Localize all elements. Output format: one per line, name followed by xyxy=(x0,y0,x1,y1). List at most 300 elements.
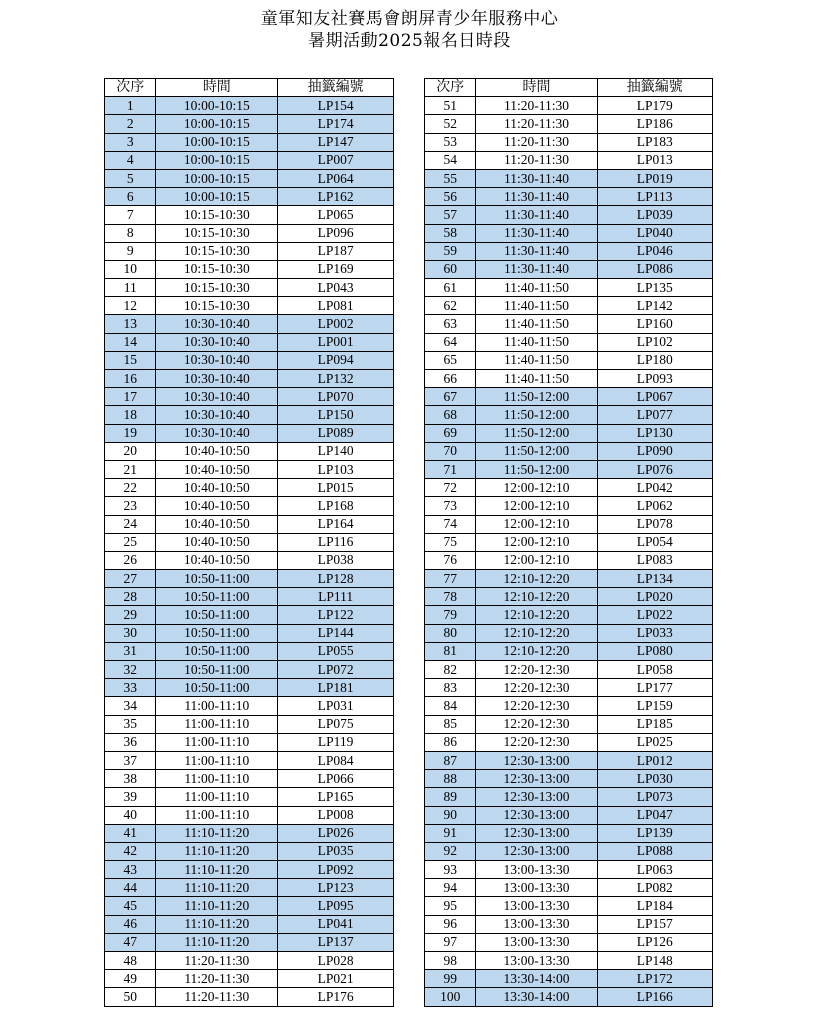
table-row xyxy=(105,479,394,497)
cell-ticket: LP013 xyxy=(597,151,712,169)
cell-time: 10:40-10:50 xyxy=(156,515,278,533)
cell-ticket: LP078 xyxy=(597,515,712,533)
table-row xyxy=(425,879,713,897)
cell-ticket: LP063 xyxy=(597,861,712,879)
cell-order: 42 xyxy=(105,842,156,860)
cell-time: 11:40-11:50 xyxy=(476,297,597,315)
cell-time: 12:30-13:00 xyxy=(476,842,597,860)
table-header-row xyxy=(425,79,713,97)
table-row xyxy=(425,861,713,879)
cell-order: 1 xyxy=(105,97,156,115)
cell-ticket: LP126 xyxy=(597,933,712,951)
cell-order: 81 xyxy=(425,642,476,660)
cell-ticket: LP075 xyxy=(278,715,394,733)
cell-ticket: LP157 xyxy=(597,915,712,933)
cell-time: 13:00-13:30 xyxy=(476,879,597,897)
cell-order: 30 xyxy=(105,624,156,642)
cell-order: 39 xyxy=(105,788,156,806)
cell-ticket: LP064 xyxy=(278,169,394,187)
table-row xyxy=(105,224,394,242)
table-row xyxy=(105,733,394,751)
cell-time: 10:40-10:50 xyxy=(156,442,278,460)
cell-time: 10:30-10:40 xyxy=(156,406,278,424)
cell-order: 11 xyxy=(105,279,156,297)
table-row xyxy=(105,897,394,915)
cell-time: 13:30-14:00 xyxy=(476,970,597,988)
table-row xyxy=(105,406,394,424)
cell-time: 10:30-10:40 xyxy=(156,388,278,406)
header-time: 時間 xyxy=(156,79,278,97)
table-row xyxy=(105,988,394,1006)
cell-time: 11:10-11:20 xyxy=(156,824,278,842)
cell-time: 11:00-11:10 xyxy=(156,788,278,806)
cell-time: 11:20-11:30 xyxy=(476,97,597,115)
cell-ticket: LP054 xyxy=(597,533,712,551)
table-row xyxy=(425,188,713,206)
table-row xyxy=(105,460,394,478)
cell-order: 53 xyxy=(425,133,476,151)
cell-order: 59 xyxy=(425,242,476,260)
cell-time: 11:40-11:50 xyxy=(476,333,597,351)
table-row xyxy=(105,242,394,260)
cell-ticket: LP162 xyxy=(278,188,394,206)
table-row xyxy=(105,133,394,151)
table-row xyxy=(425,424,713,442)
cell-order: 12 xyxy=(105,297,156,315)
cell-ticket: LP047 xyxy=(597,806,712,824)
table-row xyxy=(425,351,713,369)
cell-ticket: LP132 xyxy=(278,370,394,388)
cell-order: 89 xyxy=(425,788,476,806)
cell-ticket: LP038 xyxy=(278,551,394,569)
cell-order: 54 xyxy=(425,151,476,169)
cell-order: 62 xyxy=(425,297,476,315)
table-row xyxy=(425,897,713,915)
cell-order: 31 xyxy=(105,642,156,660)
cell-time: 12:30-13:00 xyxy=(476,788,597,806)
cell-ticket: LP113 xyxy=(597,188,712,206)
cell-time: 12:00-12:10 xyxy=(476,515,597,533)
table-row xyxy=(425,206,713,224)
cell-time: 10:15-10:30 xyxy=(156,297,278,315)
cell-order: 44 xyxy=(105,879,156,897)
cell-time: 12:10-12:20 xyxy=(476,624,597,642)
schedule-table-left xyxy=(104,78,394,1007)
cell-order: 29 xyxy=(105,606,156,624)
cell-ticket: LP172 xyxy=(597,970,712,988)
cell-order: 75 xyxy=(425,533,476,551)
cell-time: 12:30-13:00 xyxy=(476,770,597,788)
cell-ticket: LP067 xyxy=(597,388,712,406)
cell-time: 13:00-13:30 xyxy=(476,897,597,915)
cell-time: 11:00-11:10 xyxy=(156,770,278,788)
schedule-table-right xyxy=(424,78,713,1007)
cell-ticket: LP070 xyxy=(278,388,394,406)
cell-time: 10:40-10:50 xyxy=(156,533,278,551)
table-row xyxy=(425,788,713,806)
cell-time: 10:30-10:40 xyxy=(156,315,278,333)
cell-time: 13:00-13:30 xyxy=(476,861,597,879)
table-row xyxy=(105,915,394,933)
cell-time: 10:30-10:40 xyxy=(156,370,278,388)
cell-time: 11:20-11:30 xyxy=(476,133,597,151)
cell-ticket: LP103 xyxy=(278,460,394,478)
cell-ticket: LP089 xyxy=(278,424,394,442)
table-row xyxy=(105,97,394,115)
cell-ticket: LP140 xyxy=(278,442,394,460)
cell-time: 13:30-14:00 xyxy=(476,988,597,1006)
cell-ticket: LP111 xyxy=(278,588,394,606)
document-title: 童軍知友社賽馬會朗屏青少年服務中心 xyxy=(260,9,559,29)
cell-order: 25 xyxy=(105,533,156,551)
header-ticket: 抽籤編號 xyxy=(278,79,394,97)
cell-time: 11:30-11:40 xyxy=(476,260,597,278)
cell-order: 49 xyxy=(105,970,156,988)
cell-ticket: LP094 xyxy=(278,351,394,369)
table-row xyxy=(425,661,713,679)
table-row xyxy=(105,351,394,369)
cell-time: 12:30-13:00 xyxy=(476,806,597,824)
table-row xyxy=(425,697,713,715)
cell-time: 11:10-11:20 xyxy=(156,842,278,860)
cell-order: 17 xyxy=(105,388,156,406)
cell-order: 68 xyxy=(425,406,476,424)
cell-time: 12:10-12:20 xyxy=(476,642,597,660)
table-row xyxy=(105,297,394,315)
cell-time: 11:30-11:40 xyxy=(476,242,597,260)
cell-ticket: LP012 xyxy=(597,751,712,769)
table-row xyxy=(425,915,713,933)
cell-order: 61 xyxy=(425,279,476,297)
cell-order: 86 xyxy=(425,733,476,751)
table-row xyxy=(425,460,713,478)
cell-order: 21 xyxy=(105,460,156,478)
table-row xyxy=(105,188,394,206)
cell-ticket: LP021 xyxy=(278,970,394,988)
cell-ticket: LP116 xyxy=(278,533,394,551)
cell-ticket: LP084 xyxy=(278,751,394,769)
cell-order: 8 xyxy=(105,224,156,242)
cell-order: 92 xyxy=(425,842,476,860)
document-header xyxy=(0,8,819,52)
cell-time: 11:00-11:10 xyxy=(156,733,278,751)
table-row xyxy=(425,479,713,497)
cell-ticket: LP041 xyxy=(278,915,394,933)
cell-order: 36 xyxy=(105,733,156,751)
cell-time: 11:00-11:10 xyxy=(156,806,278,824)
cell-order: 6 xyxy=(105,188,156,206)
cell-order: 83 xyxy=(425,679,476,697)
table-row xyxy=(425,260,713,278)
cell-ticket: LP007 xyxy=(278,151,394,169)
cell-ticket: LP093 xyxy=(597,370,712,388)
cell-ticket: LP020 xyxy=(597,588,712,606)
cell-order: 13 xyxy=(105,315,156,333)
cell-ticket: LP055 xyxy=(278,642,394,660)
table-row xyxy=(105,824,394,842)
cell-time: 12:20-12:30 xyxy=(476,715,597,733)
cell-ticket: LP065 xyxy=(278,206,394,224)
cell-ticket: LP148 xyxy=(597,952,712,970)
cell-order: 51 xyxy=(425,97,476,115)
cell-time: 11:40-11:50 xyxy=(476,279,597,297)
table-row xyxy=(425,333,713,351)
cell-time: 10:40-10:50 xyxy=(156,551,278,569)
cell-order: 47 xyxy=(105,933,156,951)
table-row xyxy=(105,388,394,406)
cell-time: 10:40-10:50 xyxy=(156,479,278,497)
cell-order: 23 xyxy=(105,497,156,515)
table-row xyxy=(105,842,394,860)
table-row xyxy=(105,624,394,642)
cell-order: 41 xyxy=(105,824,156,842)
cell-time: 11:30-11:40 xyxy=(476,224,597,242)
cell-time: 10:50-11:00 xyxy=(156,588,278,606)
cell-time: 10:30-10:40 xyxy=(156,333,278,351)
cell-time: 10:50-11:00 xyxy=(156,661,278,679)
table-row xyxy=(425,642,713,660)
cell-time: 11:40-11:50 xyxy=(476,315,597,333)
cell-ticket: LP130 xyxy=(597,424,712,442)
cell-time: 12:00-12:10 xyxy=(476,551,597,569)
cell-ticket: LP022 xyxy=(597,606,712,624)
cell-time: 12:00-12:10 xyxy=(476,497,597,515)
cell-ticket: LP123 xyxy=(278,879,394,897)
table-row xyxy=(425,406,713,424)
cell-order: 93 xyxy=(425,861,476,879)
cell-ticket: LP066 xyxy=(278,770,394,788)
cell-ticket: LP135 xyxy=(597,279,712,297)
cell-time: 13:00-13:30 xyxy=(476,933,597,951)
cell-ticket: LP028 xyxy=(278,952,394,970)
table-row xyxy=(105,970,394,988)
table-row xyxy=(105,424,394,442)
cell-time: 12:00-12:10 xyxy=(476,533,597,551)
cell-time: 11:50-12:00 xyxy=(476,460,597,478)
cell-time: 12:30-13:00 xyxy=(476,824,597,842)
cell-time: 11:10-11:20 xyxy=(156,915,278,933)
cell-time: 12:30-13:00 xyxy=(476,751,597,769)
cell-order: 3 xyxy=(105,133,156,151)
table-row xyxy=(425,842,713,860)
cell-time: 11:30-11:40 xyxy=(476,169,597,187)
cell-order: 56 xyxy=(425,188,476,206)
cell-time: 12:20-12:30 xyxy=(476,697,597,715)
cell-ticket: LP002 xyxy=(278,315,394,333)
cell-ticket: LP086 xyxy=(597,260,712,278)
cell-order: 24 xyxy=(105,515,156,533)
table-row xyxy=(425,551,713,569)
cell-ticket: LP043 xyxy=(278,279,394,297)
cell-order: 65 xyxy=(425,351,476,369)
cell-ticket: LP008 xyxy=(278,806,394,824)
cell-ticket: LP072 xyxy=(278,661,394,679)
cell-order: 57 xyxy=(425,206,476,224)
cell-order: 55 xyxy=(425,169,476,187)
cell-time: 10:00-10:15 xyxy=(156,169,278,187)
cell-ticket: LP035 xyxy=(278,842,394,860)
cell-order: 20 xyxy=(105,442,156,460)
cell-order: 88 xyxy=(425,770,476,788)
cell-ticket: LP150 xyxy=(278,406,394,424)
cell-ticket: LP122 xyxy=(278,606,394,624)
header-order: 次序 xyxy=(425,79,476,97)
cell-order: 35 xyxy=(105,715,156,733)
table-row xyxy=(105,169,394,187)
cell-ticket: LP168 xyxy=(278,497,394,515)
table-row xyxy=(105,533,394,551)
cell-order: 63 xyxy=(425,315,476,333)
cell-ticket: LP095 xyxy=(278,897,394,915)
table-row xyxy=(105,661,394,679)
table-row xyxy=(105,861,394,879)
table-row xyxy=(105,370,394,388)
table-row xyxy=(105,806,394,824)
table-row xyxy=(105,515,394,533)
cell-ticket: LP092 xyxy=(278,861,394,879)
cell-order: 9 xyxy=(105,242,156,260)
cell-time: 10:50-11:00 xyxy=(156,606,278,624)
cell-order: 19 xyxy=(105,424,156,442)
table-row xyxy=(105,497,394,515)
cell-order: 67 xyxy=(425,388,476,406)
cell-ticket: LP154 xyxy=(278,97,394,115)
table-row xyxy=(425,624,713,642)
cell-time: 11:00-11:10 xyxy=(156,751,278,769)
cell-order: 34 xyxy=(105,697,156,715)
cell-ticket: LP137 xyxy=(278,933,394,951)
cell-time: 11:50-12:00 xyxy=(476,406,597,424)
cell-ticket: LP147 xyxy=(278,133,394,151)
cell-order: 7 xyxy=(105,206,156,224)
cell-order: 40 xyxy=(105,806,156,824)
cell-time: 11:20-11:30 xyxy=(476,151,597,169)
table-row xyxy=(425,751,713,769)
table-row xyxy=(105,115,394,133)
cell-ticket: LP102 xyxy=(597,333,712,351)
cell-order: 16 xyxy=(105,370,156,388)
cell-ticket: LP119 xyxy=(278,733,394,751)
cell-order: 14 xyxy=(105,333,156,351)
table-row xyxy=(425,315,713,333)
cell-ticket: LP180 xyxy=(597,351,712,369)
cell-order: 66 xyxy=(425,370,476,388)
cell-order: 76 xyxy=(425,551,476,569)
cell-order: 99 xyxy=(425,970,476,988)
cell-order: 70 xyxy=(425,442,476,460)
cell-ticket: LP174 xyxy=(278,115,394,133)
cell-ticket: LP030 xyxy=(597,770,712,788)
cell-ticket: LP015 xyxy=(278,479,394,497)
cell-ticket: LP019 xyxy=(597,169,712,187)
cell-order: 38 xyxy=(105,770,156,788)
cell-order: 78 xyxy=(425,588,476,606)
cell-ticket: LP046 xyxy=(597,242,712,260)
table-header-row xyxy=(105,79,394,97)
cell-time: 10:30-10:40 xyxy=(156,424,278,442)
table-row xyxy=(425,533,713,551)
cell-order: 95 xyxy=(425,897,476,915)
cell-ticket: LP088 xyxy=(597,842,712,860)
cell-time: 10:00-10:15 xyxy=(156,151,278,169)
cell-order: 96 xyxy=(425,915,476,933)
cell-order: 26 xyxy=(105,551,156,569)
cell-ticket: LP179 xyxy=(597,97,712,115)
cell-order: 58 xyxy=(425,224,476,242)
cell-order: 85 xyxy=(425,715,476,733)
cell-ticket: LP042 xyxy=(597,479,712,497)
table-row xyxy=(105,697,394,715)
cell-time: 10:00-10:15 xyxy=(156,133,278,151)
cell-time: 11:50-12:00 xyxy=(476,442,597,460)
cell-ticket: LP142 xyxy=(597,297,712,315)
cell-ticket: LP165 xyxy=(278,788,394,806)
cell-time: 13:00-13:30 xyxy=(476,915,597,933)
cell-order: 98 xyxy=(425,952,476,970)
cell-order: 60 xyxy=(425,260,476,278)
cell-ticket: LP128 xyxy=(278,570,394,588)
table-row xyxy=(105,279,394,297)
schedule-body-right xyxy=(425,97,713,1006)
cell-order: 71 xyxy=(425,460,476,478)
cell-time: 11:00-11:10 xyxy=(156,697,278,715)
cell-ticket: LP134 xyxy=(597,570,712,588)
cell-ticket: LP073 xyxy=(597,788,712,806)
table-row xyxy=(425,133,713,151)
cell-ticket: LP001 xyxy=(278,333,394,351)
cell-time: 10:40-10:50 xyxy=(156,497,278,515)
cell-order: 33 xyxy=(105,679,156,697)
table-row xyxy=(425,224,713,242)
table-row xyxy=(105,933,394,951)
cell-order: 22 xyxy=(105,479,156,497)
cell-ticket: LP159 xyxy=(597,697,712,715)
cell-time: 10:15-10:30 xyxy=(156,279,278,297)
cell-order: 15 xyxy=(105,351,156,369)
cell-order: 2 xyxy=(105,115,156,133)
table-row xyxy=(425,388,713,406)
table-row xyxy=(425,279,713,297)
cell-time: 11:30-11:40 xyxy=(476,188,597,206)
cell-order: 77 xyxy=(425,570,476,588)
table-row xyxy=(425,242,713,260)
cell-ticket: LP096 xyxy=(278,224,394,242)
table-row xyxy=(425,733,713,751)
table-row xyxy=(425,933,713,951)
cell-ticket: LP040 xyxy=(597,224,712,242)
table-row xyxy=(425,169,713,187)
cell-ticket: LP081 xyxy=(278,297,394,315)
cell-order: 37 xyxy=(105,751,156,769)
cell-time: 11:20-11:30 xyxy=(476,115,597,133)
cell-order: 5 xyxy=(105,169,156,187)
cell-ticket: LP058 xyxy=(597,661,712,679)
cell-ticket: LP083 xyxy=(597,551,712,569)
cell-time: 10:50-11:00 xyxy=(156,679,278,697)
cell-order: 43 xyxy=(105,861,156,879)
table-row xyxy=(425,151,713,169)
cell-ticket: LP187 xyxy=(278,242,394,260)
table-row xyxy=(425,824,713,842)
table-row xyxy=(425,115,713,133)
table-row xyxy=(425,770,713,788)
table-row xyxy=(105,606,394,624)
table-row xyxy=(425,370,713,388)
cell-order: 32 xyxy=(105,661,156,679)
cell-ticket: LP076 xyxy=(597,460,712,478)
cell-order: 72 xyxy=(425,479,476,497)
table-row xyxy=(105,570,394,588)
